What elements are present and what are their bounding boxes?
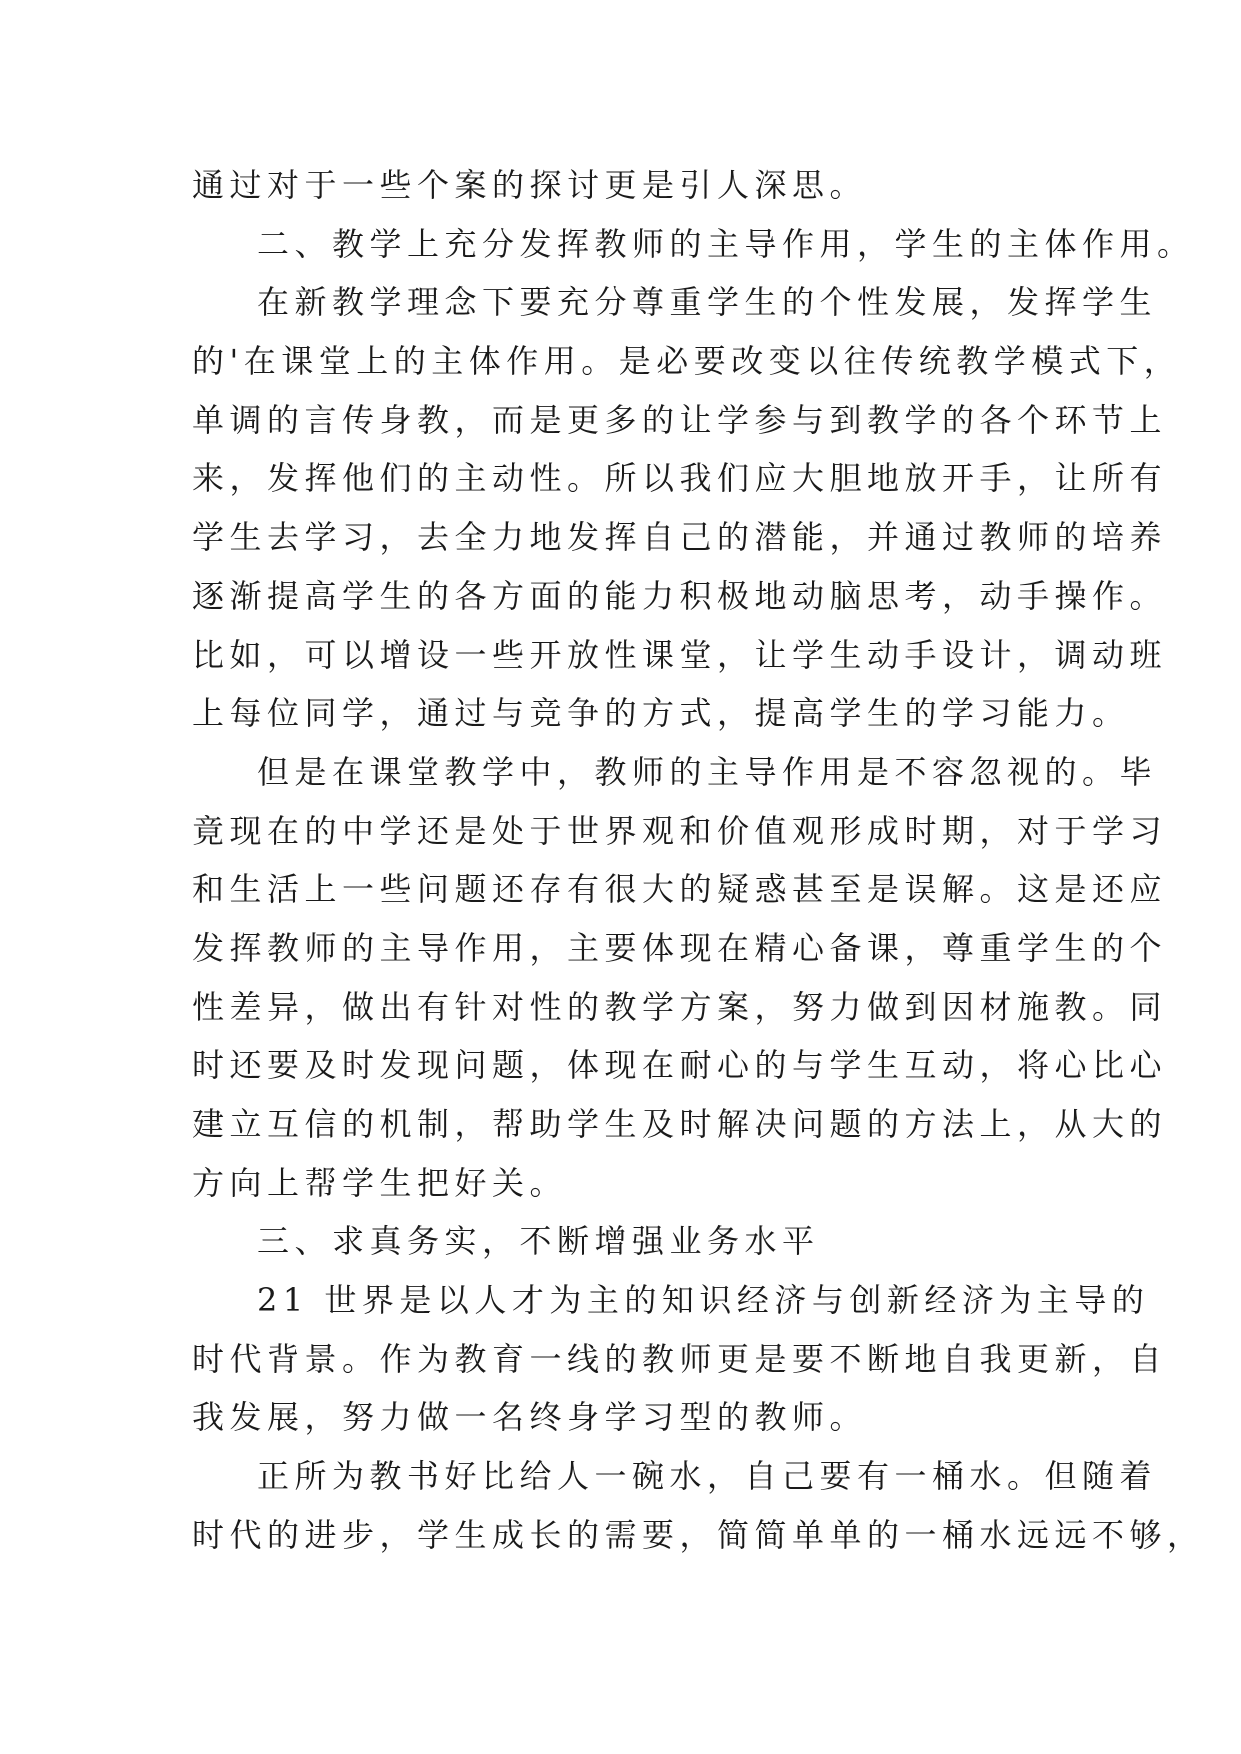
- text-line: 竟现在的中学还是处于世界观和价值观形成时期，对于学习: [192, 811, 1168, 850]
- text-line: 三、求真务实，不断增强业务水平: [257, 1222, 820, 1261]
- text-line: 逐渐提高学生的各方面的能力积极地动脑思考，动手操作。: [192, 576, 1168, 615]
- text-line: 通过对于一些个案的探讨更是引人深思。: [192, 166, 868, 204]
- text-line: 来，发挥他们的主动性。所以我们应大胆地放开手，让所有: [192, 459, 1168, 498]
- text-line: 性差异，做出有针对性的教学方案，努力做到因材施教。同: [192, 987, 1168, 1026]
- text-line: 我发展，努力做一名终身学习型的教师。: [192, 1398, 868, 1437]
- text-line: 建立互信的机制，帮助学生及时解决问题的方法上，从大的: [192, 1105, 1168, 1143]
- text-line: 时还要及时发现问题，体现在耐心的与学生互动，将心比心: [192, 1046, 1168, 1085]
- text-line: 和生活上一些问题还存有很大的疑惑甚至是误解。这是还应: [192, 870, 1168, 909]
- text-line: 比如，可以增设一些开放性课堂，让学生动手设计，调动班: [192, 635, 1168, 674]
- body-text: [192, 156, 1205, 1565]
- text-line: 时代的进步，学生成长的需要，简简单单的一桶水远远不够，: [192, 1515, 1205, 1554]
- text-line: 但是在课堂教学中，教师的主导作用是不容忽视的。毕: [257, 752, 1158, 791]
- text-line: 发挥教师的主导作用，主要体现在精心备课，尊重学生的个: [192, 928, 1168, 967]
- text-line: 时代背景。作为教育一线的教师更是要不断地自我更新，自: [192, 1339, 1168, 1378]
- text-line: 学生去学习，去全力地发挥自己的潜能，并通过教师的培养: [192, 518, 1168, 557]
- text-line: 二、教学上充分发挥教师的主导作用，学生的主体作用。: [257, 224, 1195, 263]
- text-line: 正所为教书好比给人一碗水，自己要有一桶水。但随着: [257, 1457, 1158, 1496]
- text-line: 在新教学理念下要充分尊重学生的个性发展，发挥学生: [257, 283, 1158, 322]
- text-line: 方向上帮学生把好关。: [192, 1163, 568, 1202]
- text-line: 的'在课堂上的主体作用。是必要改变以往传统教学模式下，: [192, 342, 1182, 381]
- text-line: 21 世界是以人才为主的知识经济与创新经济为主导的: [257, 1281, 1150, 1320]
- text-line: 上每位同学，通过与竞争的方式，提高学生的学习能力。: [192, 694, 1130, 733]
- text-line: 单调的言传身教，而是更多的让学参与到教学的各个环节上: [192, 400, 1168, 439]
